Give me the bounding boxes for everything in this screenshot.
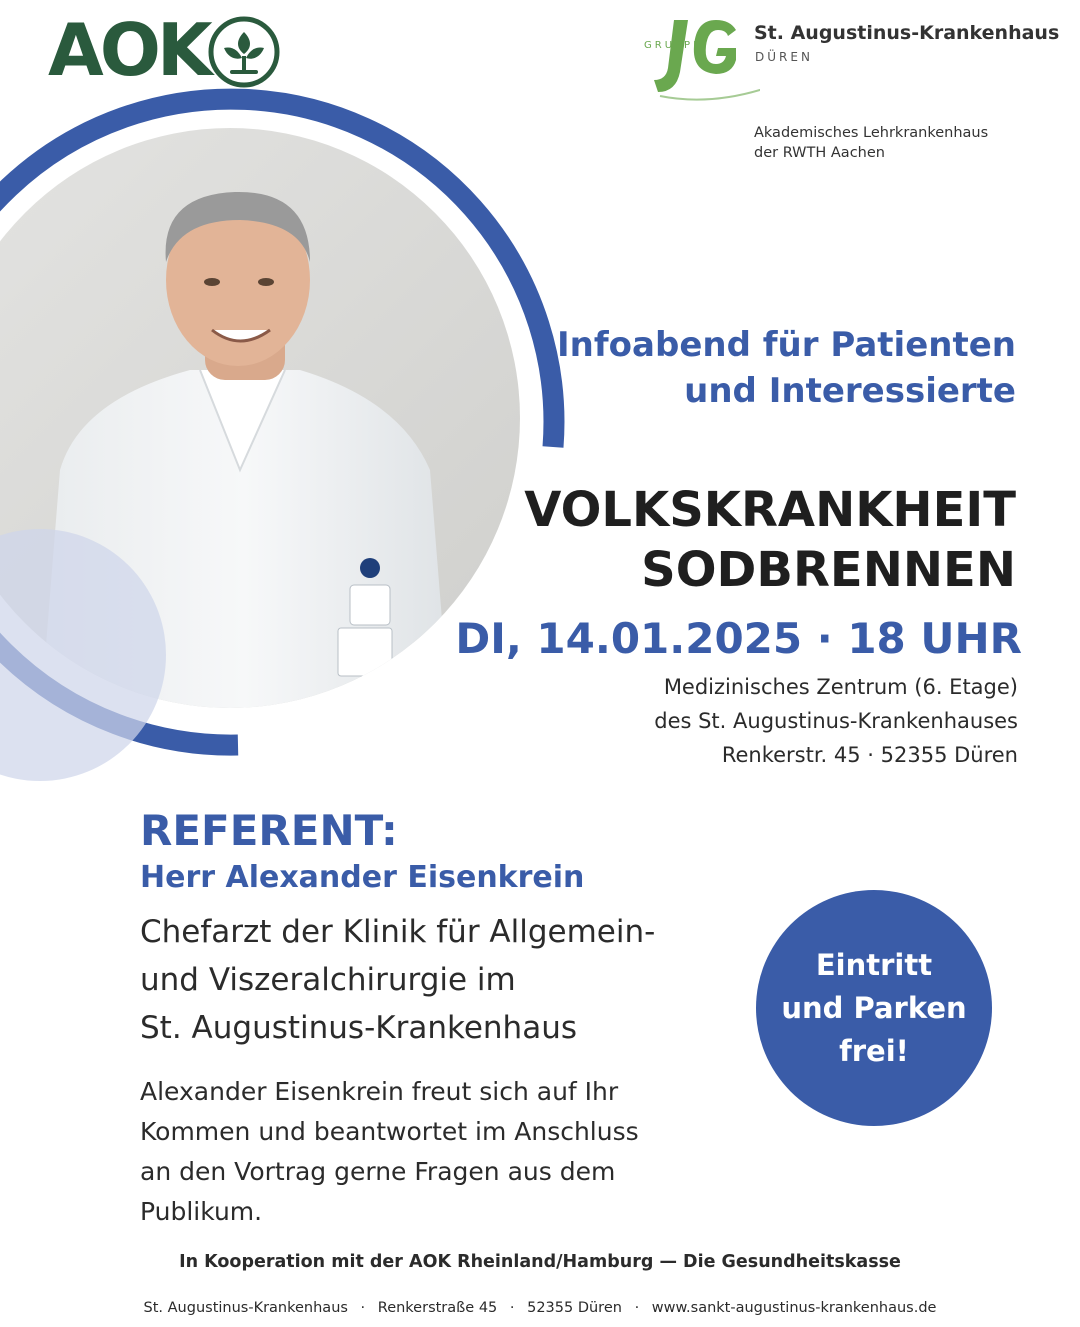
jg-group-logo-icon — [640, 12, 760, 107]
event-datetime: DI, 14.01.2025 · 18 UHR — [455, 614, 1022, 663]
footer-website-link[interactable]: www.sankt-augustinus-krankenhaus.de — [651, 1300, 937, 1316]
headline-line-2: SODBRENNEN — [641, 542, 1016, 598]
venue-line-2: des St. Augustinus-Krankenhauses — [654, 709, 1018, 733]
badge-line-3: frei! — [839, 1033, 909, 1068]
intro-line-2: und Interessierte — [684, 371, 1016, 411]
footer-street: Renkerstraße 45 — [377, 1300, 498, 1316]
event-venue — [654, 670, 1018, 772]
desc-line-2: Kommen und beantwortet im Anschluss — [140, 1117, 639, 1146]
academic-note — [754, 123, 1054, 163]
badge-text — [769, 944, 979, 1073]
intro-heading — [557, 322, 1016, 414]
footer — [0, 1300, 1080, 1316]
speaker-description — [140, 1072, 720, 1232]
hospital-city: DÜREN — [755, 50, 813, 64]
footer-separator: · — [634, 1300, 640, 1316]
badge-line-1: Eintritt — [815, 947, 933, 982]
desc-line-4: Publikum. — [140, 1197, 263, 1226]
event-headline — [524, 480, 1016, 600]
footer-name: St. Augustinus-Krankenhaus — [143, 1300, 348, 1316]
speaker-role — [140, 908, 740, 1052]
free-entry-badge — [756, 890, 992, 1126]
role-line-1: Chefarzt der Klinik für Allgemein- — [140, 914, 656, 950]
group-label: GRUPPE — [644, 40, 703, 51]
intro-line-1: Infoabend für Patienten — [557, 325, 1016, 365]
badge-line-2: und Parken — [781, 990, 967, 1025]
academic-line-1: Akademisches Lehrkrankenhaus — [754, 125, 989, 141]
headline-line-1: VOLKSKRANKHEIT — [524, 482, 1016, 538]
aok-tree-icon — [206, 14, 282, 90]
venue-line-3: Renkerstr. 45 · 52355 Düren — [721, 743, 1018, 767]
role-line-3: St. Augustinus-Krankenhaus — [140, 1010, 577, 1046]
academic-line-2: der RWTH Aachen — [754, 145, 885, 161]
cooperation-note: In Kooperation mit der AOK Rheinland/Hamburg — Die Gesundheitskasse — [179, 1252, 901, 1272]
aok-logo-text: AOK — [48, 8, 209, 92]
speaker-name: Herr Alexander Eisenkrein — [140, 860, 585, 895]
hospital-name: St. Augustinus-Krankenhaus — [754, 22, 1060, 44]
role-line-2: und Viszeralchirurgie im — [140, 962, 516, 998]
desc-line-1: Alexander Eisenkrein freut sich auf Ihr — [140, 1077, 619, 1106]
speaker-label: REFERENT: — [140, 806, 398, 855]
footer-separator: · — [509, 1300, 515, 1316]
venue-line-1: Medizinisches Zentrum (6. Etage) — [663, 675, 1018, 699]
desc-line-3: an den Vortrag gerne Fragen aus dem — [140, 1157, 616, 1186]
footer-city: 52355 Düren — [527, 1300, 622, 1316]
footer-separator: · — [360, 1300, 366, 1316]
